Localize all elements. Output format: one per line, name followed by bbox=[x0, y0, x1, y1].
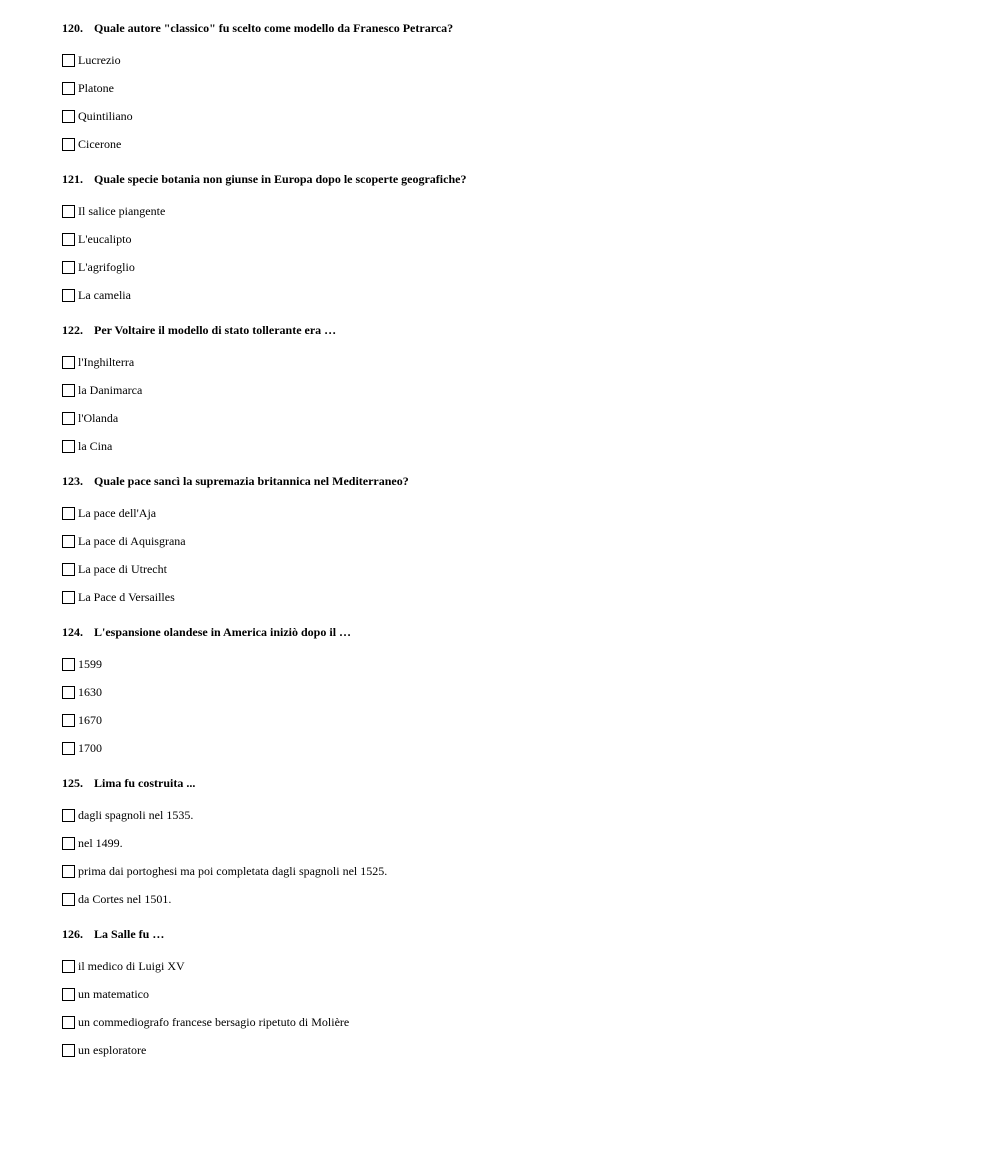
checkbox[interactable] bbox=[62, 837, 75, 850]
answer-option[interactable] bbox=[62, 376, 962, 404]
question-title bbox=[62, 623, 962, 641]
checkbox[interactable] bbox=[62, 809, 75, 822]
answer-label: Quintiliano bbox=[78, 108, 133, 123]
answer-label: 1599 bbox=[78, 656, 102, 671]
answer-option[interactable] bbox=[62, 225, 962, 253]
checkbox[interactable] bbox=[62, 356, 75, 369]
question-title bbox=[62, 925, 962, 943]
checkbox[interactable] bbox=[62, 535, 75, 548]
question-text: Lima fu costruita ... bbox=[94, 776, 196, 790]
answer-option[interactable] bbox=[62, 583, 962, 611]
checkbox[interactable] bbox=[62, 54, 75, 67]
question-number: 126. bbox=[62, 927, 83, 941]
checkbox[interactable] bbox=[62, 686, 75, 699]
checkbox[interactable] bbox=[62, 893, 75, 906]
answer-option[interactable] bbox=[62, 1036, 962, 1064]
question-126 bbox=[62, 925, 962, 1076]
answer-option[interactable] bbox=[62, 197, 962, 225]
checkbox[interactable] bbox=[62, 742, 75, 755]
answer-option[interactable] bbox=[62, 404, 962, 432]
checkbox[interactable] bbox=[62, 82, 75, 95]
answer-option[interactable] bbox=[62, 130, 962, 158]
question-title bbox=[62, 19, 962, 37]
answer-option[interactable] bbox=[62, 678, 962, 706]
answer-option[interactable] bbox=[62, 432, 962, 460]
answer-label: Il salice piangente bbox=[78, 203, 166, 218]
answer-label: 1700 bbox=[78, 740, 102, 755]
question-title bbox=[62, 472, 962, 490]
answer-label: La pace di Utrecht bbox=[78, 561, 167, 576]
answer-label: un matematico bbox=[78, 986, 149, 1001]
answer-label: il medico di Luigi XV bbox=[78, 958, 185, 973]
answer-label: da Cortes nel 1501. bbox=[78, 891, 172, 906]
checkbox[interactable] bbox=[62, 988, 75, 1001]
question-number: 121. bbox=[62, 172, 83, 186]
question-120 bbox=[62, 19, 962, 170]
question-text: Quale specie botania non giunse in Europa dopo le scoperte geografiche? bbox=[94, 172, 467, 186]
quiz-page bbox=[62, 19, 962, 1076]
answer-label: la Danimarca bbox=[78, 382, 143, 397]
checkbox[interactable] bbox=[62, 1044, 75, 1057]
answer-label: La camelia bbox=[78, 287, 131, 302]
question-text: La Salle fu … bbox=[94, 927, 165, 941]
question-number: 122. bbox=[62, 323, 83, 337]
checkbox[interactable] bbox=[62, 440, 75, 453]
answer-option[interactable] bbox=[62, 253, 962, 281]
answer-option[interactable] bbox=[62, 555, 962, 583]
answer-label: Cicerone bbox=[78, 136, 122, 151]
answer-option[interactable] bbox=[62, 734, 962, 762]
answer-label: La pace di Aquisgrana bbox=[78, 533, 186, 548]
answer-label: dagli spagnoli nel 1535. bbox=[78, 807, 194, 822]
checkbox[interactable] bbox=[62, 138, 75, 151]
answer-label: L'agrifoglio bbox=[78, 259, 135, 274]
answer-label: Lucrezio bbox=[78, 52, 121, 67]
answer-option[interactable] bbox=[62, 885, 962, 913]
answer-option[interactable] bbox=[62, 527, 962, 555]
checkbox[interactable] bbox=[62, 563, 75, 576]
question-125 bbox=[62, 774, 962, 925]
question-122 bbox=[62, 321, 962, 472]
question-124 bbox=[62, 623, 962, 774]
answer-label: l'Olanda bbox=[78, 410, 119, 425]
answer-label: nel 1499. bbox=[78, 835, 123, 850]
answer-label: La pace dell'Aja bbox=[78, 505, 157, 520]
question-123 bbox=[62, 472, 962, 623]
answer-label: la Cina bbox=[78, 438, 113, 453]
question-title bbox=[62, 321, 962, 339]
checkbox[interactable] bbox=[62, 205, 75, 218]
checkbox[interactable] bbox=[62, 714, 75, 727]
question-number: 124. bbox=[62, 625, 83, 639]
checkbox[interactable] bbox=[62, 110, 75, 123]
answer-label: 1630 bbox=[78, 684, 102, 699]
answer-option[interactable] bbox=[62, 650, 962, 678]
answer-option[interactable] bbox=[62, 102, 962, 130]
answer-label: 1670 bbox=[78, 712, 102, 727]
checkbox[interactable] bbox=[62, 1016, 75, 1029]
question-title bbox=[62, 170, 962, 188]
answer-option[interactable] bbox=[62, 706, 962, 734]
answer-option[interactable] bbox=[62, 74, 962, 102]
answer-option[interactable] bbox=[62, 1008, 962, 1036]
checkbox[interactable] bbox=[62, 658, 75, 671]
checkbox[interactable] bbox=[62, 384, 75, 397]
question-text: Per Voltaire il modello di stato tollerante era … bbox=[94, 323, 337, 337]
answer-label: l'Inghilterra bbox=[78, 354, 135, 369]
question-title bbox=[62, 774, 962, 792]
answer-option[interactable] bbox=[62, 46, 962, 74]
answer-label: prima dai portoghesi ma poi completata dagli spagnoli nel 1525. bbox=[78, 863, 388, 878]
answer-option[interactable] bbox=[62, 857, 962, 885]
question-number: 123. bbox=[62, 474, 83, 488]
checkbox[interactable] bbox=[62, 233, 75, 246]
answer-label: Platone bbox=[78, 80, 114, 95]
answer-label: La Pace d Versailles bbox=[78, 589, 175, 604]
checkbox[interactable] bbox=[62, 960, 75, 973]
answer-label: un commediografo francese bersagio ripetuto di Molière bbox=[78, 1014, 350, 1029]
answer-option[interactable] bbox=[62, 348, 962, 376]
checkbox[interactable] bbox=[62, 261, 75, 274]
question-121 bbox=[62, 170, 962, 321]
answer-option[interactable] bbox=[62, 281, 962, 309]
checkbox[interactable] bbox=[62, 865, 75, 878]
answer-label: un esploratore bbox=[78, 1042, 147, 1057]
checkbox[interactable] bbox=[62, 412, 75, 425]
question-text: Quale pace sancì la supremazia britannica nel Mediterraneo? bbox=[94, 474, 409, 488]
checkbox[interactable] bbox=[62, 507, 75, 520]
question-text: L'espansione olandese in America iniziò dopo il … bbox=[94, 625, 352, 639]
answer-option[interactable] bbox=[62, 980, 962, 1008]
answer-option[interactable] bbox=[62, 801, 962, 829]
checkbox[interactable] bbox=[62, 289, 75, 302]
answer-option[interactable] bbox=[62, 952, 962, 980]
question-text: Quale autore "classico" fu scelto come modello da Franesco Petrarca? bbox=[94, 21, 454, 35]
checkbox[interactable] bbox=[62, 591, 75, 604]
answer-option[interactable] bbox=[62, 499, 962, 527]
question-number: 120. bbox=[62, 21, 83, 35]
question-number: 125. bbox=[62, 776, 83, 790]
answer-option[interactable] bbox=[62, 829, 962, 857]
answer-label: L'eucalipto bbox=[78, 231, 132, 246]
